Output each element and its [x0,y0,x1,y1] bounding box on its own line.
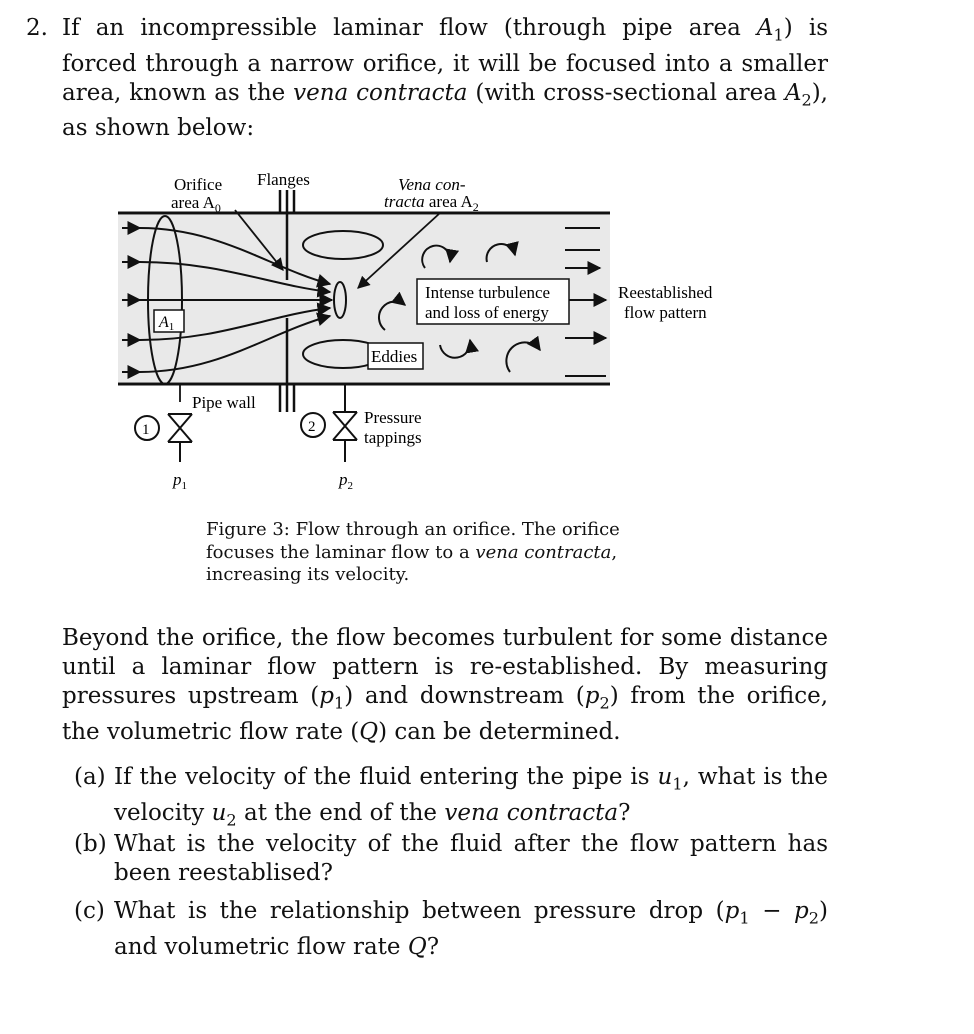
label-vena-1: Vena con- [398,175,466,194]
part-a-text-3: at the end of the [236,799,445,826]
var-u2: u [211,799,227,826]
label-orifice-area-1: Orifice [174,175,223,194]
intro-text-2: ) is forced through a narrow orifice, it will be focused into a smaller area, known as the [62,15,828,106]
label-intense-1: Intense turbulence [425,283,551,302]
part-a-text-4: ? [618,799,631,826]
label-pressure-2: tappings [364,428,422,447]
question-number: 2. [26,15,48,41]
para2-text-1: Beyond the orifice, the flow becomes turbulent for some distance until a laminar flow pattern is re-established. By measuring pressures upstream ( [62,625,828,709]
var-q: Q [359,718,379,745]
para2-text-4: ) can be determined. [378,718,621,745]
part-a [74,763,828,834]
var-a2-sub: 2 [801,90,812,110]
para2-text-3: ) from the orifice, the volumetric flow rate ( [62,683,829,745]
part-c-text-3: ? [426,933,440,960]
var-p2-sub: 2 [599,693,610,713]
para2-text-2: ) and downstream ( [344,683,585,709]
var-u1-sub: 1 [672,774,683,794]
caption-text-1: Figure 3: Flow through an orifice. The orifice focuses the laminar flow to a [206,519,620,563]
intro-text-3: (with cross-sectional area [467,79,785,106]
tap-2-number: 2 [308,419,316,435]
var-p1: p [319,683,334,709]
label-orifice-area-2: area $A_0$ [171,193,221,215]
label-pipe-wall: Pipe wall [192,393,256,412]
tap-1-number: 1 [142,422,150,438]
part-b-label: (b) [74,831,107,857]
part-c-var-p1-sub: 1 [739,908,750,928]
label-a1: A1 [159,314,175,333]
label-p1: $p_1$ [173,470,187,492]
label-eddies: Eddies [371,347,418,366]
var-p2: p [584,683,600,709]
part-b [74,830,828,888]
var-p1-sub: 1 [333,693,345,713]
part-a-label: (a) [74,764,106,790]
intro-text-1: If an incompressible laminar flow (through pipe area [62,15,757,41]
vena-contracta-term: vena contracta [293,79,468,106]
figure-caption [206,519,636,587]
part-a-text-2: , what is the velocity [114,764,828,826]
paragraph-2 [62,624,828,747]
label-reestablished-1: Reestablished [618,283,713,302]
part-c-var-q: Q [407,933,427,960]
label-flanges: Flanges [257,170,310,189]
var-a2: A [784,79,802,106]
label-pressure-1: Pressure [364,408,422,427]
label-reestablished-2: flow pattern [624,303,707,322]
part-c-minus: − [749,898,795,924]
label-intense-2: and loss of energy [425,303,549,322]
part-c-var-p2-sub: 2 [808,908,820,928]
part-a-vena-contracta: vena contracta [444,799,619,826]
var-u2-sub: 2 [226,810,237,830]
label-p2: $p_2$ [339,470,353,492]
part-c [74,897,828,962]
part-c-text-1: What is the relationship between pressure drop ( [114,898,725,924]
caption-text-2: , increasing its velocity. [206,541,618,585]
part-c-var-p1: p [724,898,740,924]
caption-vena-contracta: vena contracta [475,541,612,563]
var-a1-sub: 1 [773,25,784,45]
part-a-text-1: If the velocity of the fluid entering the pipe is [114,764,658,790]
part-b-text: What is the velocity of the fluid after the flow pattern has been reestablised? [114,831,828,886]
intro-text-4: ), as shown below: [62,79,828,142]
part-c-label: (c) [74,898,105,924]
var-a1: A [756,15,774,41]
part-c-var-p2: p [794,898,809,924]
part-c-text-2: ) and volumetric flow rate [114,898,828,960]
label-vena-2: tracta area $A_2$ [384,192,479,214]
var-u1: u [657,764,673,790]
